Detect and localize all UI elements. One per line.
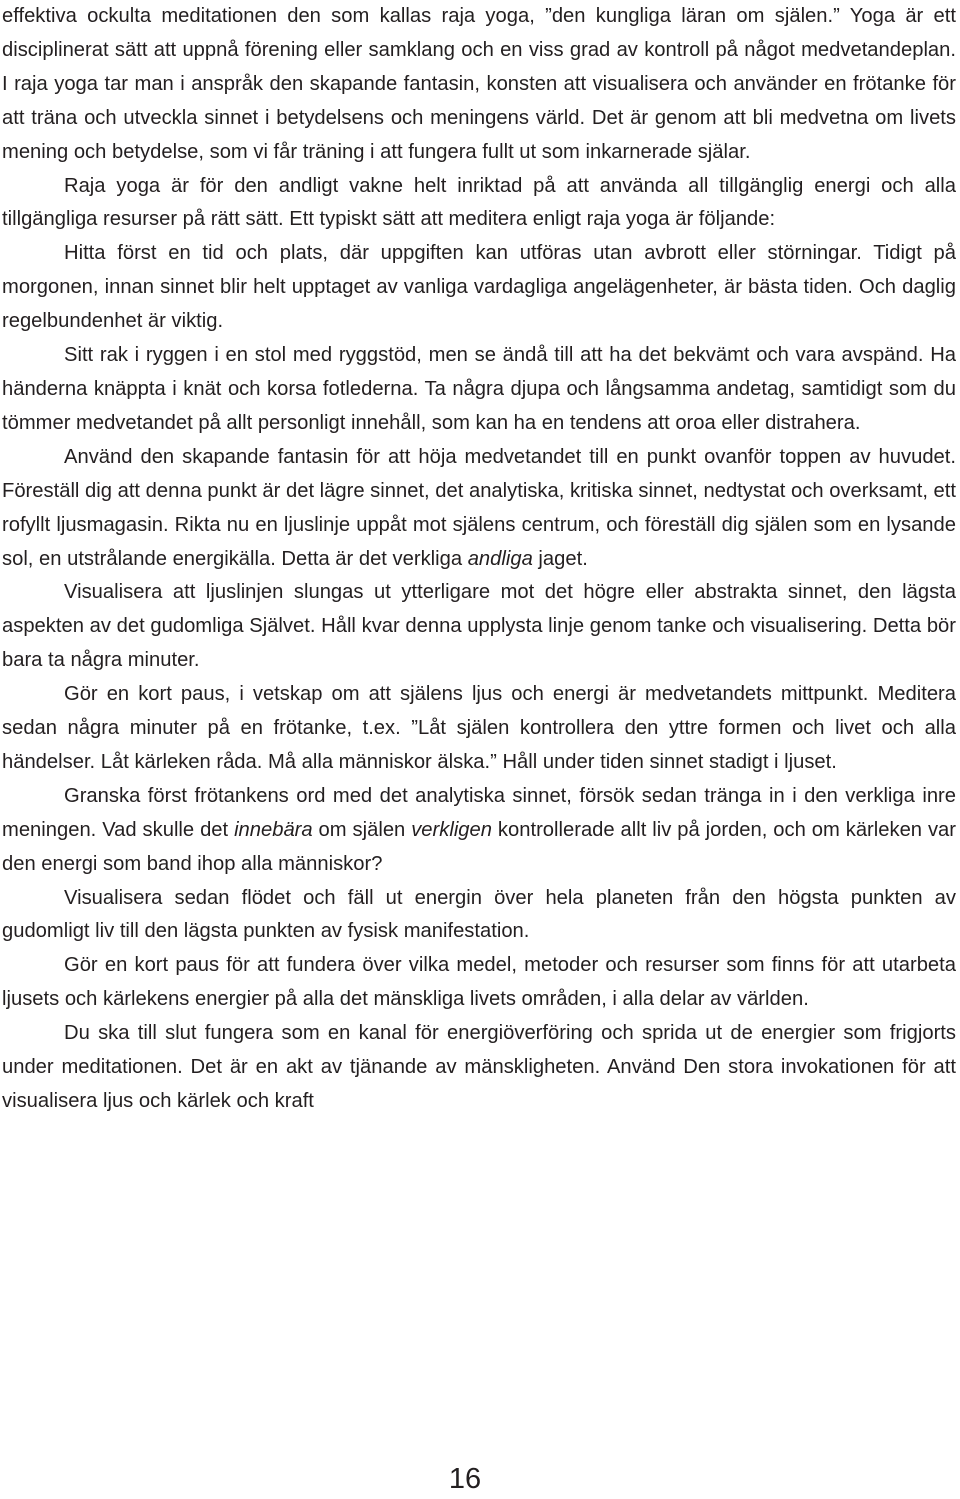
page-number: 16 bbox=[448, 1463, 482, 1495]
text-segment: kontrollerade allt liv på jorden, och om kärleken var den energi som band ihop alla människor? bbox=[2, 818, 956, 875]
text-segment: Visualisera sedan flödet och fäll ut energin över hela planeten från den högsta punkten av gudomligt liv till den lägsta punkten av fysisk manifestation. bbox=[2, 886, 956, 943]
paragraph bbox=[2, 0, 956, 170]
text-segment: Sitt rak i ryggen i en stol med ryggstöd, men se ändå till att ha det bekvämt och vara avspänd. Ha händerna knäppta i knät och korsa fotlederna. Ta några djupa och långsamma andetag, samtidigt som du tömmer medvetandet på allt personligt innehåll, som kan ha en tendens att oroa eller distrahera. bbox=[2, 344, 956, 434]
paragraph bbox=[2, 237, 956, 339]
text-segment: Granska först frötankens ord med det analytiska sinnet, försök sedan tränga in i den verkliga inre meningen. Vad skulle det bbox=[2, 784, 956, 841]
text-segment: Du ska till slut fungera som en kanal för energiöverföring och sprida ut de energier som frigjorts under meditationen. Det är en akt av tjänande av mänskligheten. Använd Den stora invokationen för att visualisera ljus och kärlek och kraft bbox=[2, 1022, 956, 1112]
paragraph bbox=[2, 882, 956, 950]
italic-text-segment: verkligen bbox=[411, 818, 492, 841]
text-segment: Använd den skapande fantasin för att höja medvetandet till en punkt ovanför toppen av huvudet. Föreställ dig att denna punkt är det lägre sinnet, det analytiska, kritiska sinnet, nedtystat och overksamt, ett rofyllt ljusmagasin. Rikta nu en ljuslinje uppåt mot själens centrum, och föreställ dig själen som en lysande sol, en utstrålande energikälla. Detta är det verkliga bbox=[2, 445, 956, 570]
text-segment: Visualisera att ljuslinjen slungas ut ytterligare mot det högre eller abstrakta sinnet, den lägsta aspekten av det gudomliga Självet. Håll kvar denna upplysta linje genom tanke och visualisering. Detta bör bara ta några minuter. bbox=[2, 581, 956, 672]
paragraph bbox=[2, 170, 956, 238]
paragraph bbox=[2, 441, 956, 577]
body-text bbox=[2, 0, 956, 1119]
text-segment: Gör en kort paus för att fundera över vilka medel, metoder och resurser som finns för att utarbeta ljusets och kärlekens energier på alla det mänskliga livets områden, i alla delar av världen. bbox=[2, 954, 956, 1011]
paragraph bbox=[2, 1017, 956, 1119]
text-segment: Raja yoga är för den andligt vakne helt inriktad på att använda all tillgänglig energi och alla tillgängliga resurser på rätt sätt. Ett typiskt sätt att meditera enligt raja yoga är följande: bbox=[2, 174, 956, 231]
text-segment: Hitta först en tid och plats, där uppgiften kan utföras utan avbrott eller störningar. Tidigt på morgonen, innan sinnet blir helt upptaget av vanliga vardagliga angelägenheter, är bästa tiden. Och daglig regelbundenhet är viktig. bbox=[2, 242, 956, 333]
text-segment: jaget. bbox=[532, 547, 588, 570]
text-segment: effektiva ockulta meditationen den som kallas raja yoga, ”den kungliga läran om själen.” Yoga är ett disciplinerat sätt att uppnå förening eller samklang och en viss grad av kontroll på något medvetandeplan. I raja yoga tar man i anspråk den skapande fantasin, konsten att visualisera och använder en frötanke för att träna och utveckla sinnet i betydelsens och meningens värld. Det är genom att bli medvetna om livets mening och betydelse, som vi får träning i att fungera fullt ut som inkarnerade själar. bbox=[2, 5, 956, 163]
paragraph bbox=[2, 576, 956, 678]
italic-text-segment: innebära bbox=[234, 818, 313, 841]
paragraph bbox=[2, 339, 956, 441]
paragraph bbox=[2, 678, 956, 780]
paragraph bbox=[2, 780, 956, 882]
text-segment: om själen bbox=[312, 818, 412, 841]
italic-text-segment: andliga bbox=[467, 547, 533, 570]
paragraph bbox=[2, 949, 956, 1017]
text-segment: Gör en kort paus, i vetskap om att själens ljus och energi är medvetandets mittpunkt. Meditera sedan några minuter på en frötanke, t.ex. ”Låt själen kontrollera den yttre formen och livet och alla händelser. Låt kärleken råda. Må alla människor älska.” Håll under tiden sinnet stadigt i ljuset. bbox=[2, 683, 956, 773]
